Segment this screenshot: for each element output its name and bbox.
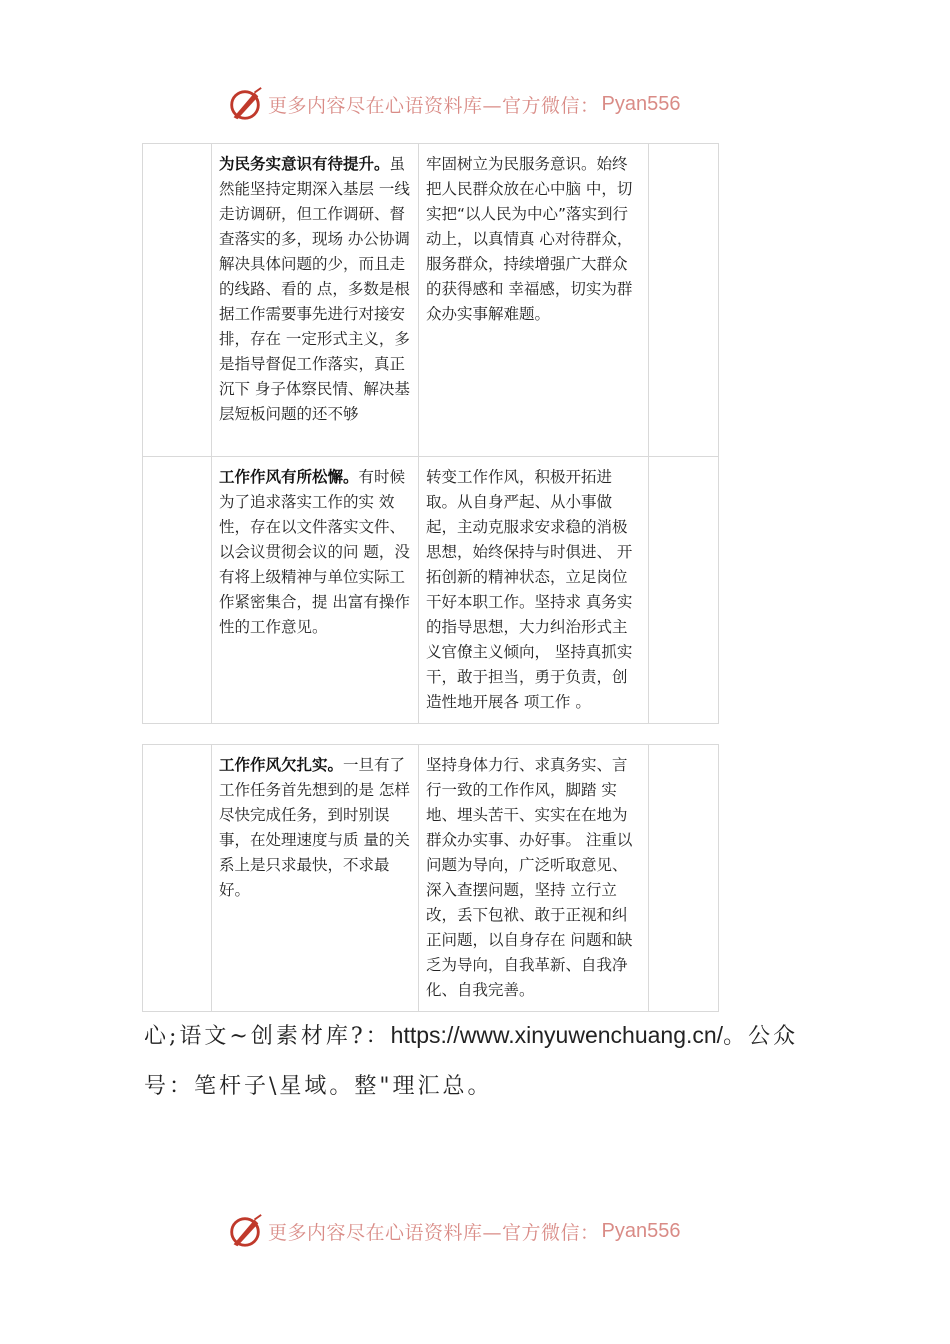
problem-cell (212, 144, 419, 457)
problem-title: 工作作风欠扎实。 (219, 756, 344, 774)
problem-cell (212, 745, 419, 1012)
header-banner (226, 84, 746, 124)
source-url[interactable]: https://www.xinyuwenchuang.cn/ (390, 1022, 724, 1048)
note-prefix: 心;语文~创素材库?： (144, 1024, 391, 1049)
problem-text: 虽然能坚持定期深入基层 一线走访调研，但工作调研、督查落实的多，现场 办公协调解决具体问题的少，而且走的线路、看的 点，多数是根据工作需要事先进行对接安排，存在 一定形式主义，多是指导督促工作落实，真正沉下 身子体察民情、解决基层短板问题的还不够 (219, 155, 410, 423)
rectification-table-2 (142, 744, 719, 1012)
measure-cell: 牢固树立为民服务意识。始终把人民群众放在心中脑 中，切实把“以人民为中心”落实到行动上，以真情真 心对待群众，服务群众，持续增强广大群众的获得感和 幸福感，切实为群众办实事解难题。 (419, 144, 649, 457)
remark-cell (649, 144, 719, 457)
table-row (143, 745, 719, 1012)
rectification-table-1 (142, 143, 719, 724)
banner-wechat-id: Pyan556 (601, 1219, 681, 1242)
index-cell (143, 144, 212, 457)
index-cell (143, 457, 212, 724)
remark-cell (649, 745, 719, 1012)
note-suffix: 。公众号：笔杆子\星域。整"理汇总。 (144, 1024, 799, 1099)
footer-banner (226, 1211, 746, 1251)
banner-text: 更多内容尽在心语资料库—官方微信： (268, 1221, 600, 1244)
measure-cell: 转变工作作风，积极开拓进取。从自身严起、从小事做起，主动克服求安求稳的消极思想，始终保持与时俱进、 开拓创新的精神状态，立足岗位干好本职工作。坚持求 真务实的指导思想，大力纠治形式主义官僚主义倾向， 坚持真抓实干，敢于担当，勇于负责，创造性地开展各 项工作 。 (419, 457, 649, 724)
source-note (144, 1010, 814, 1112)
measure-cell: 坚持身体力行、求真务实、言行一致的工作作风，脚踏 实地、埋头苦干、实实在在地为群众办实事、办好事。 注重以问题为导向，广泛听取意见、深入查摆问题，坚持 立行立改，丢下包袱、敢于正视和纠正问题，以自身存在 问题和缺乏为导向，自我革新、自我净化、自我完善。 (419, 745, 649, 1012)
table-row (143, 457, 719, 724)
quill-logo-icon (226, 85, 264, 123)
quill-logo-icon (226, 1212, 264, 1250)
index-cell (143, 745, 212, 1012)
remark-cell (649, 457, 719, 724)
table-row (143, 144, 719, 457)
banner-wechat-id: Pyan556 (601, 92, 681, 115)
banner-text: 更多内容尽在心语资料库—官方微信： (268, 94, 600, 117)
problem-title: 为民务实意识有待提升。 (219, 155, 390, 173)
problem-title: 工作作风有所松懈。 (219, 468, 359, 486)
problem-text: 有时候为了追求落实工作的实 效性，存在以文件落实文件、以会议贯彻会议的问 题，没有将上级精神与单位实际工作紧密集合，提 出富有操作性的工作意见。 (219, 468, 410, 636)
problem-text: 一旦有了工作任务首先想到的是 怎样尽快完成任务，到时别误事，在处理速度与质 量的关系上是只求最快，不求最好。 (219, 756, 410, 899)
problem-cell (212, 457, 419, 724)
